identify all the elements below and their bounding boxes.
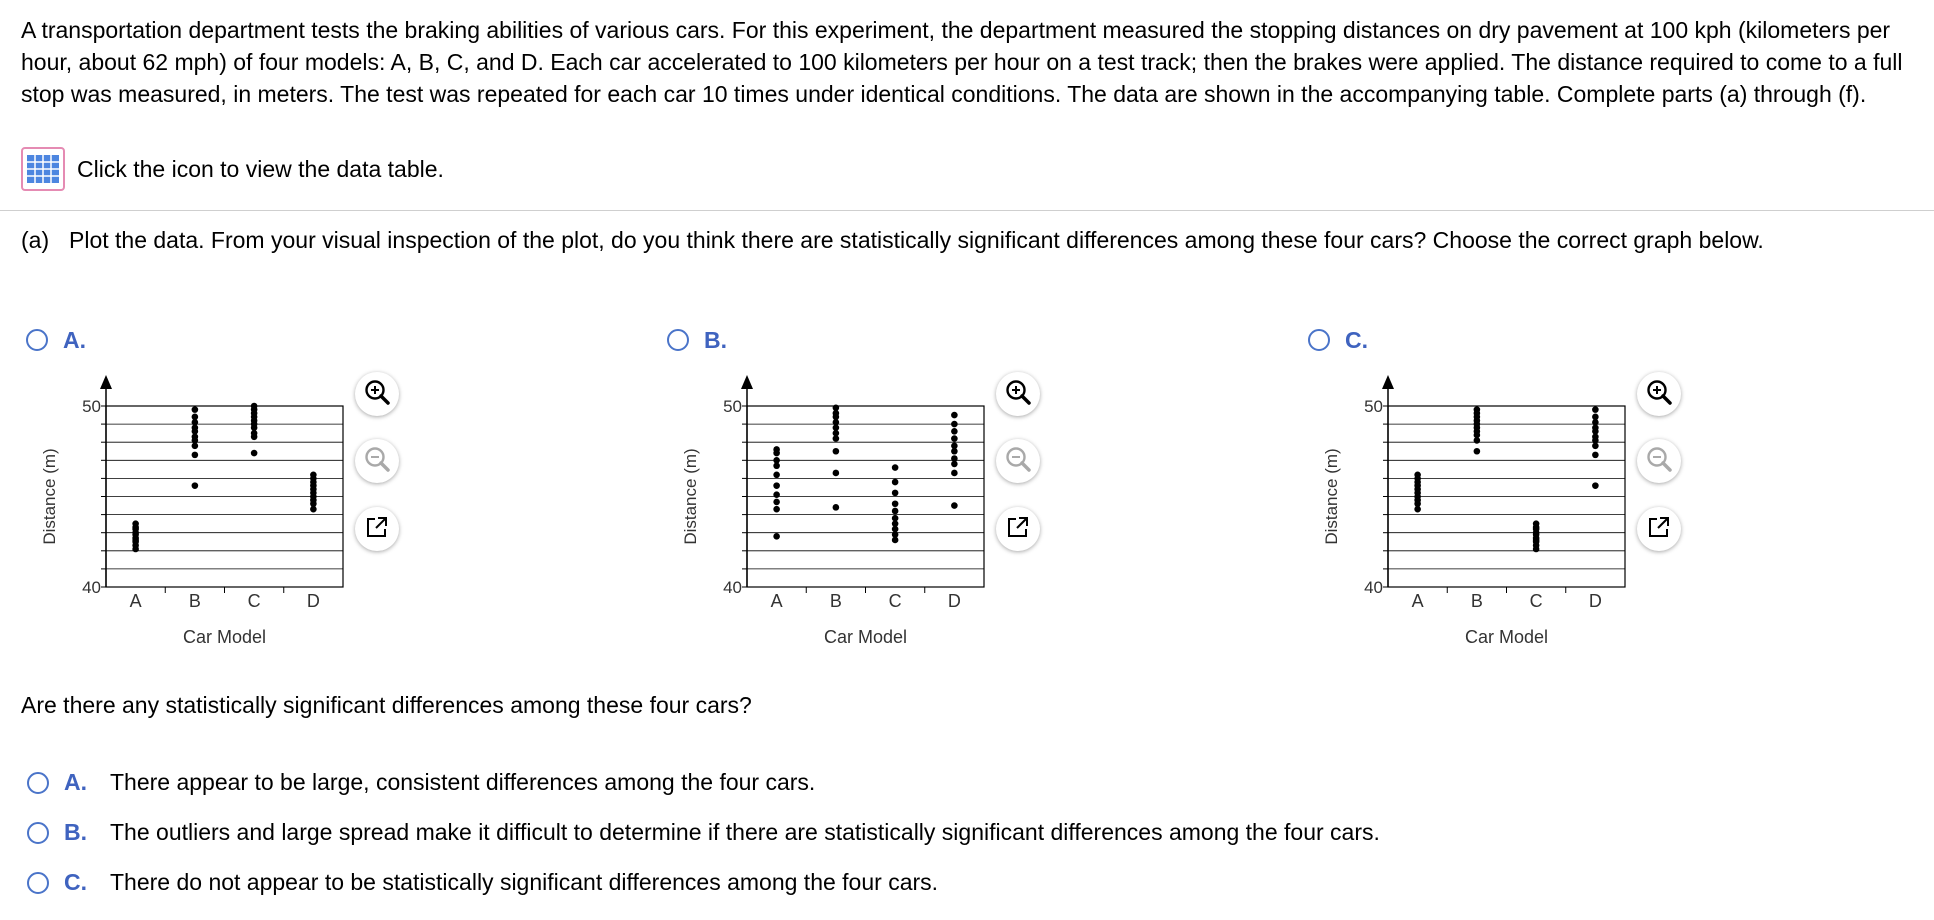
x-tick-label: A — [1411, 591, 1424, 611]
data-point — [192, 414, 199, 421]
dot-plot-c — [1312, 365, 1652, 655]
x-tick-label: D — [306, 591, 320, 611]
y-tick-label: 50 — [723, 397, 742, 416]
data-point — [1592, 406, 1599, 413]
open-new-window-icon — [1005, 514, 1031, 545]
y-axis-label: Distance (m) — [40, 448, 59, 545]
data-point — [251, 450, 258, 457]
data-point — [951, 470, 958, 477]
y-tick-label: 50 — [1364, 397, 1383, 416]
data-point — [773, 499, 780, 506]
x-tick-label: B — [188, 591, 201, 611]
answer-option-c-text[interactable]: There do not appear to be statistically significant differences among the four cars. — [110, 869, 939, 895]
answer-option-a-letter: A. — [64, 769, 87, 795]
data-point — [951, 502, 958, 509]
data-point — [1414, 471, 1421, 478]
y-axis-arrow — [1382, 375, 1394, 389]
data-table-link-text[interactable]: Click the icon to view the data table. — [77, 155, 444, 182]
y-axis-label: Distance (m) — [681, 448, 700, 545]
data-point — [773, 533, 780, 540]
y-tick-label: 40 — [82, 578, 101, 597]
answer-option-b-letter: B. — [64, 819, 87, 845]
x-axis-label: Car Model — [823, 627, 908, 647]
data-point — [192, 482, 199, 489]
data-point — [773, 491, 780, 498]
zoom-in-button-b[interactable] — [996, 372, 1040, 416]
open-new-window-button-c[interactable] — [1637, 507, 1681, 551]
section-divider — [0, 210, 1934, 211]
data-point — [833, 470, 840, 477]
graph-option-c-radio[interactable] — [1308, 329, 1330, 351]
y-tick-label: 40 — [723, 578, 742, 597]
graph-option-a-letter: A. — [63, 327, 86, 353]
answer-option-c-letter: C. — [64, 869, 87, 895]
graph-option-a-radio[interactable] — [26, 329, 48, 351]
data-point — [773, 506, 780, 513]
data-point — [833, 448, 840, 455]
data-point — [1592, 414, 1599, 421]
data-point — [132, 520, 139, 527]
data-point — [773, 446, 780, 453]
table-icon[interactable] — [21, 147, 65, 191]
y-axis-arrow — [741, 375, 753, 389]
x-tick-label: A — [129, 591, 142, 611]
x-tick-label: D — [947, 591, 961, 611]
answer-option-b-radio[interactable] — [27, 822, 49, 844]
data-table-link[interactable] — [21, 144, 444, 194]
x-axis-label: Car Model — [182, 627, 267, 647]
data-point — [192, 452, 199, 459]
data-point — [892, 508, 899, 515]
data-point — [951, 421, 958, 428]
x-tick-label: A — [770, 591, 783, 611]
x-tick-label: C — [247, 591, 261, 611]
data-point — [192, 406, 199, 413]
data-point — [951, 455, 958, 462]
data-point — [773, 482, 780, 489]
data-point — [892, 500, 899, 507]
zoom-in-icon — [1645, 378, 1673, 411]
x-tick-label: B — [829, 591, 842, 611]
data-point — [773, 457, 780, 464]
data-point — [951, 412, 958, 419]
data-point — [833, 504, 840, 511]
zoom-in-icon — [363, 378, 391, 411]
x-tick-label: D — [1588, 591, 1602, 611]
data-point — [251, 403, 258, 410]
zoom-in-button-a[interactable] — [355, 372, 399, 416]
data-point — [1474, 448, 1481, 455]
zoom-out-button-c[interactable] — [1637, 439, 1681, 483]
zoom-out-button-b[interactable] — [996, 439, 1040, 483]
x-tick-label: B — [1470, 591, 1483, 611]
open-new-window-icon — [364, 514, 390, 545]
y-tick-label: 40 — [1364, 578, 1383, 597]
open-new-window-icon — [1646, 514, 1672, 545]
data-point — [1592, 482, 1599, 489]
zoom-out-icon — [1645, 445, 1673, 478]
data-point — [833, 405, 840, 412]
y-axis-label: Distance (m) — [1322, 448, 1341, 545]
y-tick-label: 50 — [82, 397, 101, 416]
open-new-window-button-b[interactable] — [996, 507, 1040, 551]
dot-plot-b — [671, 365, 1011, 655]
data-point — [310, 471, 317, 478]
zoom-in-icon — [1004, 378, 1032, 411]
graph-option-c-letter: C. — [1345, 327, 1368, 353]
data-point — [892, 515, 899, 522]
question-2-text: Are there any statistically significant differences among these four cars? — [21, 692, 752, 718]
data-point — [951, 443, 958, 450]
data-point — [1474, 406, 1481, 413]
zoom-out-icon — [1004, 445, 1032, 478]
y-axis-arrow — [100, 375, 112, 389]
answer-option-c-radio[interactable] — [27, 872, 49, 894]
answer-option-a-radio[interactable] — [27, 772, 49, 794]
answer-option-a-text[interactable]: There appear to be large, consistent differences among the four cars. — [110, 769, 816, 795]
data-point — [892, 490, 899, 497]
data-point — [1533, 520, 1540, 527]
data-point — [892, 464, 899, 471]
part-a-label: (a) — [21, 227, 50, 253]
x-axis-label: Car Model — [1464, 627, 1549, 647]
zoom-in-button-c[interactable] — [1637, 372, 1681, 416]
data-point — [892, 479, 899, 486]
x-tick-label: C — [888, 591, 902, 611]
answer-option-b-text[interactable]: The outliers and large spread make it difficult to determine if there are statistically significant differences among the four cars. — [110, 819, 1380, 845]
data-point — [951, 428, 958, 435]
graph-option-b-letter: B. — [704, 327, 727, 353]
zoom-out-icon — [363, 445, 391, 478]
x-tick-label: C — [1529, 591, 1543, 611]
zoom-out-button-a[interactable] — [355, 439, 399, 483]
data-point — [951, 435, 958, 442]
problem-intro: A transportation department tests the braking abilities of various cars. For this experiment, the department measured the stopping distances on dry pavement at 100 kph (kilometers per hour, about 62 mph) of four models: A, B, C, and D. Each car accelerated to 100 kilometers per hour on a test track; then the brakes were applied. The distance required to come to a full stop was measured, in meters. The test was repeated for each car 10 times under identical conditions. The data are shown in the accompanying table. Complete parts (a) through (f). — [21, 17, 1903, 107]
data-point — [1592, 452, 1599, 459]
open-new-window-button-a[interactable] — [355, 507, 399, 551]
graph-option-b-radio[interactable] — [667, 329, 689, 351]
part-a-text: Plot the data. From your visual inspection of the plot, do you think there are statistically significant differences among these four cars? Choose the correct graph below. — [69, 227, 1764, 253]
dot-plot-a — [30, 365, 370, 655]
data-point — [773, 471, 780, 478]
